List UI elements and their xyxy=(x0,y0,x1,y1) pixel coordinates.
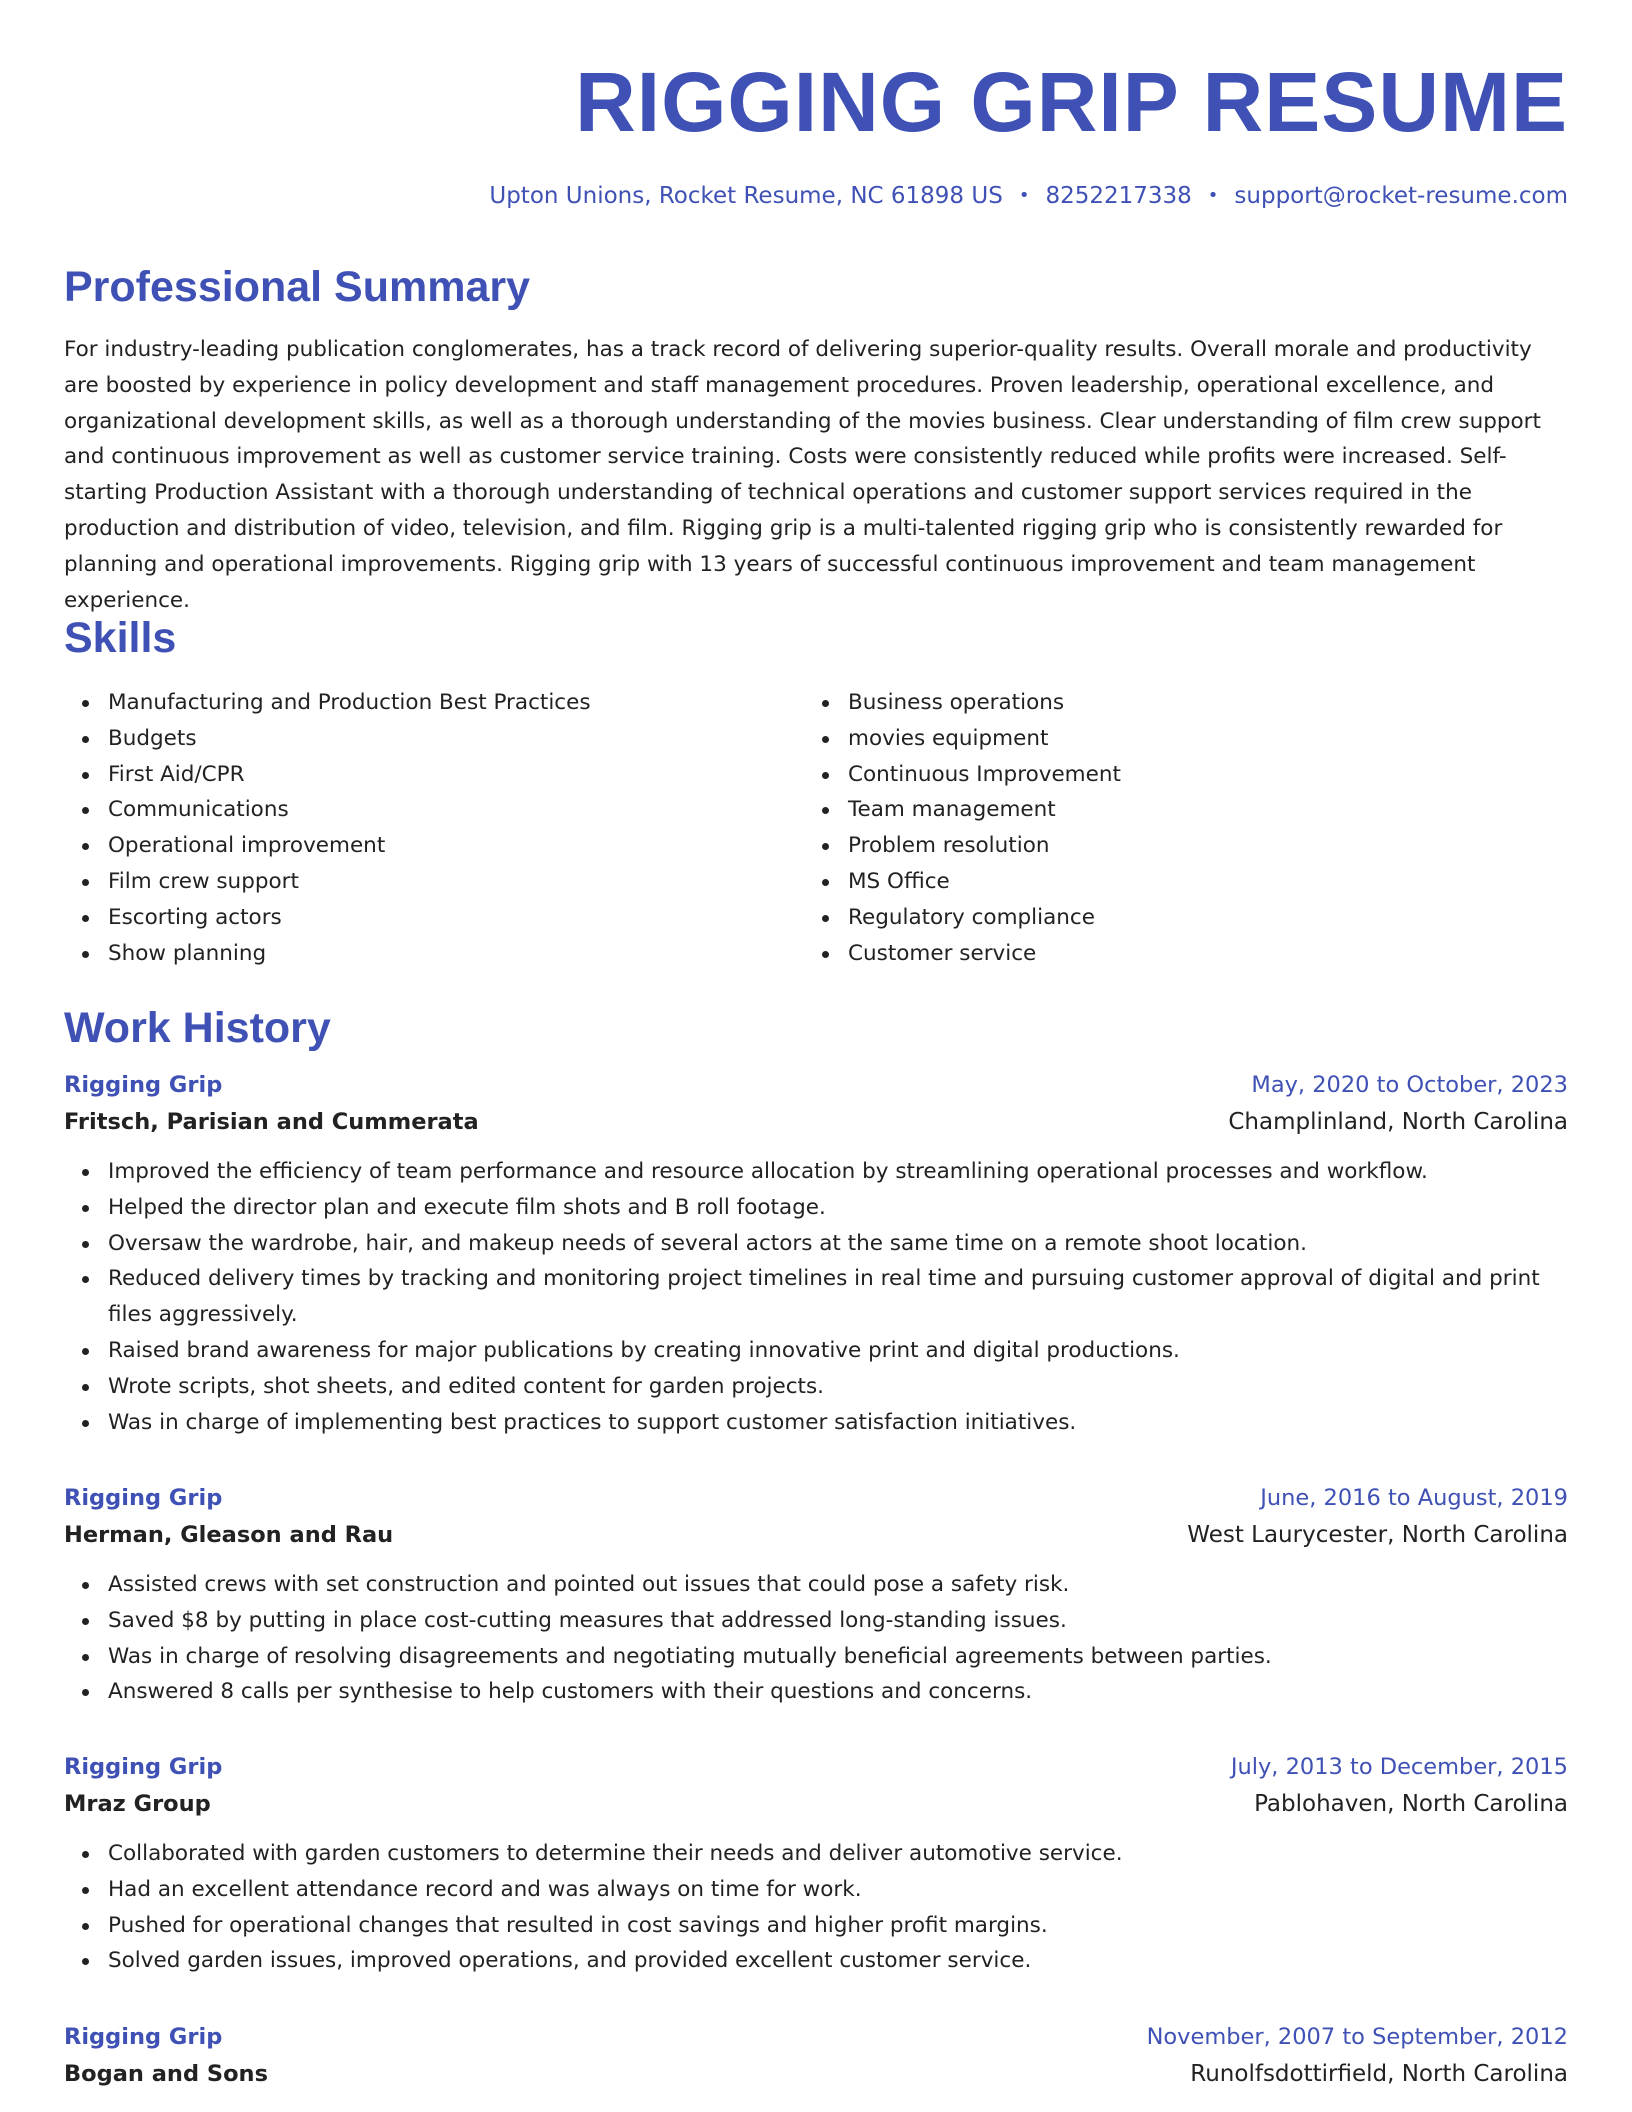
contact-email[interactable]: support@rocket-resume.com xyxy=(1234,183,1568,209)
job-title: Rigging Grip xyxy=(64,1072,223,1098)
job-duties xyxy=(64,1836,1568,1979)
skill-item: MS Office xyxy=(848,864,1544,900)
skill-item: Communications xyxy=(108,792,804,828)
job-title-row xyxy=(64,1068,1568,1102)
job-company-row xyxy=(64,2054,1568,2094)
skill-item: Customer service xyxy=(848,936,1544,972)
job-duty: Helped the director plan and execute film shots and B roll footage. xyxy=(108,1190,1568,1226)
skill-item: Team management xyxy=(848,792,1544,828)
contact-phone: 8252217338 xyxy=(1045,183,1192,209)
job-company: Herman, Gleason and Rau xyxy=(64,1522,394,1548)
job-duty: Was in charge of resolving disagreements and negotiating mutually beneficial agreements between parties. xyxy=(108,1639,1568,1675)
skill-item: Continuous Improvement xyxy=(848,757,1544,793)
job-duty: Had an excellent attendance record and was always on time for work. xyxy=(108,1872,1568,1908)
job-duty: Wrote scripts, shot sheets, and edited content for garden projects. xyxy=(108,1369,1568,1405)
job-company: Fritsch, Parisian and Cummerata xyxy=(64,1109,479,1135)
skill-item: Escorting actors xyxy=(108,900,804,936)
job-dates: May, 2020 to October, 2023 xyxy=(1251,1072,1568,1098)
resume-header xyxy=(64,0,1568,212)
job-duty: Reduced delivery times by tracking and monitoring project timelines in real time and pursuing customer approval of digital and print files aggressively. xyxy=(108,1261,1568,1333)
skills-column-right xyxy=(804,685,1544,971)
job-title: Rigging Grip xyxy=(64,1485,223,1511)
skill-item: First Aid/CPR xyxy=(108,757,804,793)
contact-address: Upton Unions, Rocket Resume, NC 61898 US xyxy=(489,183,1003,209)
job-duty: Answered 8 calls per synthesise to help customers with their questions and concerns. xyxy=(108,1674,1568,1710)
job-duty: Pushed for operational changes that resulted in cost savings and higher profit margins. xyxy=(108,1908,1568,1944)
summary-text: For industry-leading publication conglomerates, has a track record of delivering superior-quality results. Overall morale and productivity are boosted by experience in policy development and staff management procedures. Proven leadership, operational excellence, and organizational development skills, as well as a thorough understanding of the movies business. Clear understanding of film crew support and continuous improvement as well as customer service training. Costs were consistently reduced while profits were increased. Self-starting Production Assistant with a thorough understanding of technical operations and customer support services required in the production and distribution of video, television, and film. Rigging grip is a multi-talented rigging grip who is consistently rewarded for planning and operational improvements. Rigging grip with 13 years of successful continuous improvement and team management experience. xyxy=(64,337,1541,613)
job-company: Mraz Group xyxy=(64,1791,211,1817)
skill-item: Operational improvement xyxy=(108,828,804,864)
job-entry xyxy=(64,1750,1568,1979)
contact-line xyxy=(64,180,1568,212)
skills-list xyxy=(64,685,1568,971)
skill-item: Show planning xyxy=(108,936,804,972)
job-duty: Improved the efficiency of team performance and resource allocation by streamlining operational processes and workflow. xyxy=(108,1154,1568,1190)
job-duties xyxy=(64,1567,1568,1710)
skill-item: movies equipment xyxy=(848,721,1544,757)
job-duty: Assisted crews with set construction and pointed out issues that could pose a safety risk. xyxy=(108,1567,1568,1603)
job-title-row xyxy=(64,1750,1568,1784)
summary-heading: Professional Summary xyxy=(64,263,531,311)
job-company: Bogan and Sons xyxy=(64,2061,268,2087)
skill-item: Regulatory compliance xyxy=(848,900,1544,936)
job-location: Champlinland, North Carolina xyxy=(1228,1109,1568,1135)
skill-item: Film crew support xyxy=(108,864,804,900)
resume-name: RIGGING GRIP RESUME xyxy=(575,55,1568,149)
job-dates: June, 2016 to August, 2019 xyxy=(1260,1485,1568,1511)
job-duty: Saved $8 by putting in place cost-cutting measures that addressed long-standing issues. xyxy=(108,1603,1568,1639)
job-duty: Solved garden issues, improved operations, and provided excellent customer service. xyxy=(108,1943,1568,1979)
job-duty: Oversaw the wardrobe, hair, and makeup needs of several actors at the same time on a remote shoot location. xyxy=(108,1226,1568,1262)
job-duty: Raised brand awareness for major publications by creating innovative print and digital productions. xyxy=(108,1333,1568,1369)
job-duty: Collaborated with garden customers to determine their needs and deliver automotive service. xyxy=(108,1836,1568,1872)
job-location: Pablohaven, North Carolina xyxy=(1254,1791,1568,1817)
job-entry xyxy=(64,2020,1568,2094)
job-location: West Laurycester, North Carolina xyxy=(1187,1522,1568,1548)
job-company-row xyxy=(64,1515,1568,1555)
job-duty: Was in charge of implementing best practices to support customer satisfaction initiatives. xyxy=(108,1405,1568,1441)
job-title-row xyxy=(64,1481,1568,1515)
skills-heading: Skills xyxy=(64,614,177,662)
job-dates: July, 2013 to December, 2015 xyxy=(1230,1754,1568,1780)
job-dates: November, 2007 to September, 2012 xyxy=(1146,2024,1568,2050)
job-company-row xyxy=(64,1784,1568,1824)
job-duties xyxy=(64,1154,1568,1440)
job-title-row xyxy=(64,2020,1568,2054)
job-entry xyxy=(64,1481,1568,1710)
work-history-heading: Work History xyxy=(64,1004,331,1052)
skill-item: Problem resolution xyxy=(848,828,1544,864)
skill-item: Business operations xyxy=(848,685,1544,721)
skill-item: Manufacturing and Production Best Practices xyxy=(108,685,804,721)
contact-separator: • xyxy=(1018,185,1030,206)
job-entry xyxy=(64,1068,1568,1440)
skill-item: Budgets xyxy=(108,721,804,757)
job-title: Rigging Grip xyxy=(64,2024,223,2050)
job-company-row xyxy=(64,1102,1568,1142)
job-location: Runolfsdottirfield, North Carolina xyxy=(1190,2061,1568,2087)
job-title: Rigging Grip xyxy=(64,1754,223,1780)
contact-separator: • xyxy=(1207,185,1219,206)
skills-column-left xyxy=(64,685,804,971)
